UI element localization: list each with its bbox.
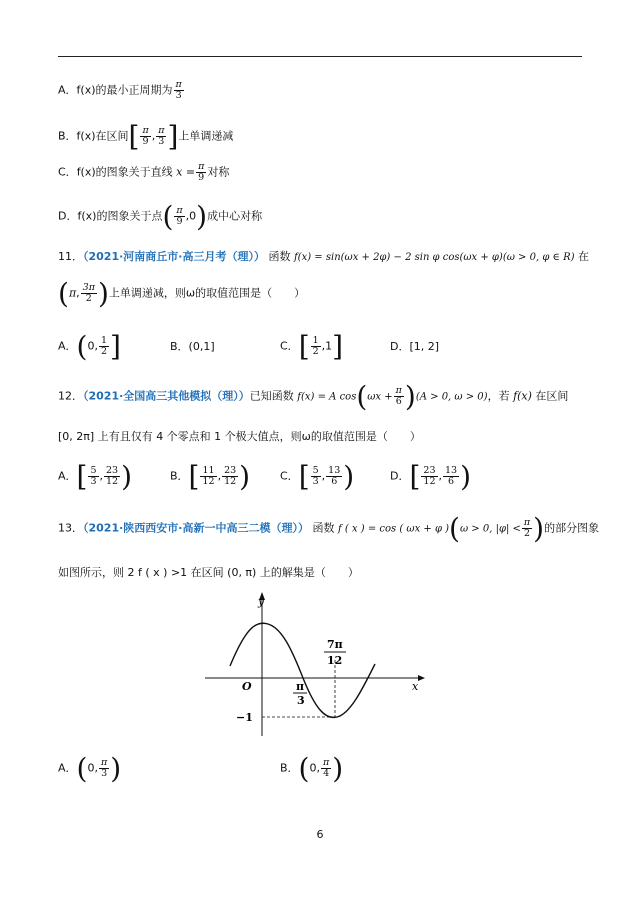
x-axis-arrow xyxy=(418,675,425,681)
fraction: $\frac{\pi}{3}$ xyxy=(175,79,182,101)
q11-option-d: D．[1, 2] xyxy=(390,340,440,353)
option-d-prev: D．f(x)的图象关于点( $\frac{\pi}{9}$ ,0)成中心对称 xyxy=(58,200,263,233)
q13-option-a: A．(0, $\frac{\pi}{3}$ ) xyxy=(58,752,122,785)
option-c-prev: C．f(x)的图象关于直线 x = $\frac{\pi}{9}$ 对称 xyxy=(58,161,230,183)
header-rule xyxy=(58,56,582,57)
x-label: x xyxy=(412,680,419,693)
q11-option-c: C．[ $\frac{1}{2}$ ,1] xyxy=(280,330,344,363)
q12-option-a: A．[ $\frac{5}{3}$ , $\frac{23}{12}$ ) xyxy=(58,460,133,493)
y-label: y xyxy=(258,595,265,608)
page-number: 6 xyxy=(316,828,324,841)
q11-line2: (π, $\frac{3\pi}{2}$ )上单调递减，则ω的取值范围是（ ） xyxy=(58,277,306,310)
seven-pi-den: 12 xyxy=(327,654,343,667)
neg-one-label: −1 xyxy=(236,711,253,724)
q11-option-b: B．(0,1] xyxy=(170,340,215,353)
pi-over-3-den: 3 xyxy=(297,694,305,707)
option-b-prev: B．f(x)在区间[ $\frac{\pi}{9}$ , $\frac{\pi}{3}$ ]上单调递减 xyxy=(58,120,234,153)
seven-pi-num: 7π xyxy=(327,638,343,651)
q13-line2: 如图所示，则 2 f ( x ) >1 在区间 (0, π) 上的解集是（ ） xyxy=(58,566,359,579)
origin-label: O xyxy=(242,680,252,693)
pi-over-3-num: π xyxy=(296,680,305,693)
q12-option-d: D．[ $\frac{23}{12}$ , $\frac{13}{6}$ ) xyxy=(390,460,472,493)
option-a-prev: A．f(x)的最小正周期为 $\frac{\pi}{3}$ xyxy=(58,79,182,101)
q12-line1: 12．（2021·全国高三其他模拟（理））已知函数 f(x) = A cos(ωx + $\frac{\pi}{6}$ )(A > 0, ω > 0)，若 f(x) 在区间 xyxy=(58,380,569,413)
cosine-graph xyxy=(200,590,430,740)
q11-line1: 11．（2021·河南商丘市·高三月考（理）） 函数 f(x) = sin(ωx + 2φ) − 2 sin φ cos(ωx + φ)(ω > 0, φ ∈ R) 在 xyxy=(58,250,590,263)
q11-option-a: A．(0, $\frac{1}{2}$ ] xyxy=(58,330,121,363)
q12-option-b: B．[ $\frac{11}{12}$ , $\frac{23}{12}$ ) xyxy=(170,460,251,493)
q13-option-b: B．(0, $\frac{\pi}{4}$ ) xyxy=(280,752,344,785)
q12-line2: [0, 2π] 上有且仅有 4 个零点和 1 个极大值点，则ω的取值范围是（ ） xyxy=(58,430,421,443)
q13-line1: 13．（2021·陕西西安市·高新一中高三二模（理）） 函数 f ( x ) = cos ( ωx + φ )(ω > 0, |φ| < $\frac{\pi}{2}$ )的部分图象 xyxy=(58,512,600,545)
q12-option-c: C．[ $\frac{5}{3}$ , $\frac{13}{6}$ ) xyxy=(280,460,355,493)
